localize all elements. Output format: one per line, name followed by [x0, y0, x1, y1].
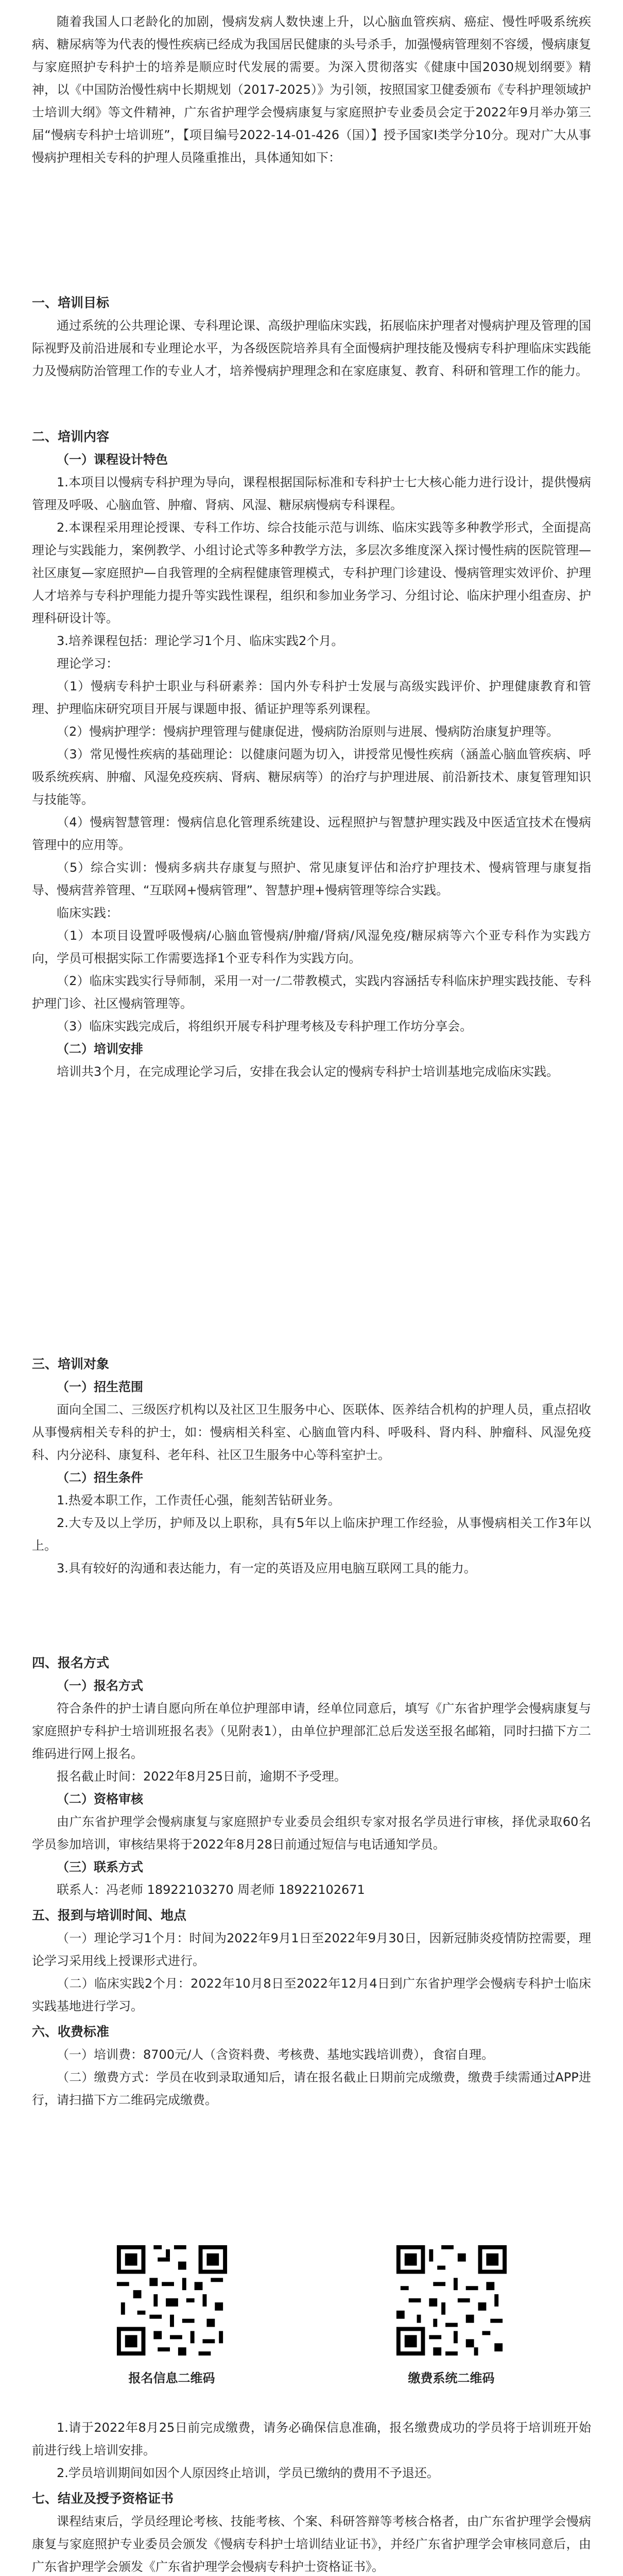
intro-section	[0, 10, 623, 169]
paragraph: （3）临床实践完成后，将组织开展专科护理考核及专科护理工作坊分享会。	[57, 1019, 473, 1033]
subsection-heading: （一）课程设计特色	[57, 452, 168, 467]
section-heading: 四、报名方式	[32, 1655, 110, 1670]
subsection-heading: （一）报名方式	[57, 1679, 143, 1693]
payment-qr-code[interactable]	[392, 2241, 511, 2360]
qr-caption: 缴费系统二维码	[408, 2371, 495, 2385]
paragraph: （1）慢病专科护士职业与科研素养：国内外专科护士发展与高级实践评价、护理健康教育和管理、护理临床研究项目开展与课题申报、循证护理等系列课程。	[32, 679, 591, 716]
section-heading: 二、培训内容	[32, 429, 110, 444]
paragraph: 2.本课程采用理论授课、专科工作坊、综合技能示范与训练、临床实践等多种教学形式，全面提高理论与实践能力，案例教学、小组讨论式等多种教学方法，多层次多维度深入探讨慢性病的医院管理—社区康复—家庭照护—自我管理的全病程健康管理模式，专科护理门诊建设、慢病管理实效评价、护理人才培养与专科护理能力提升等实践性课程，组织和参加业务学习、分组讨论、临床护理小组查房、护理科研设计等。	[32, 520, 591, 625]
paragraph: 1.本项目以慢病专科护理为导向，课程根据国际标准和专科护士七大核心能力进行设计，提供慢病管理及呼吸、心脑血管、肿瘤、肾病、风湿、糖尿病慢病专科课程。	[32, 475, 591, 512]
paragraph: 符合条件的护士请自愿向所在单位护理部申请，经单位同意后，填写《广东省护理学会慢病康复与家庭照护专科护士培训班报名表》（见附表1），由单位护理部汇总后发送至报名邮箱，同时扫描下方二维码进行网上报名。	[32, 1701, 591, 1761]
section-training-content	[0, 422, 623, 1083]
paragraph: 3.培养课程包括：理论学习1个月、临床实践2个月。	[57, 634, 344, 648]
paragraph: （5）综合实训：慢病多病共存康复与照护、常见康复评估和治疗护理技术、慢病管理与康复指导、慢病营养管理、“互联网+慢病管理”、智慧护理+慢病管理等综合实践。	[32, 860, 591, 897]
paragraph: 临床实践：	[57, 906, 118, 920]
section-registration	[0, 1649, 623, 2111]
paragraph: 面向全国二、三级医疗机构以及社区卫生服务中心、医联体、医养结合机构的护理人员，重点招收从事慢病相关专科的护士，如：慢病相关科室、心脑血管内科、呼吸科、肾内科、肿瘤科、风湿免疫科、内分泌科、康复科、老年科、社区卫生服务中心等科室护士。	[32, 1402, 591, 1462]
paragraph: （二）临床实践2个月：2022年10月8日至2022年12月4日到广东省护理学会慢病专科护士临床实践基地进行学习。	[32, 1976, 591, 2013]
subsection-heading: （二）招生条件	[57, 1470, 143, 1485]
qr-section	[0, 2231, 623, 2386]
paragraph: （一）理论学习1个月：时间为2022年9月1日至2022年9月30日，因新冠肺炎疫情防控需要，理论学习采用线上授课形式进行。	[32, 1931, 591, 1968]
paragraph: 1.请于2022年8月25日前完成缴费，请务必确保信息准确，报名缴费成功的学员将于培训班开始前进行线上培训安排。	[32, 2420, 591, 2458]
paragraph: 理论学习：	[57, 656, 118, 671]
contact-info: 联系人：冯老师 18922103270 周老师 18922102671	[57, 1883, 365, 1897]
paragraph: （二）缴费方式：学员在收到录取通知后，请在报名截止日期前完成缴费，缴费手续需通过APP进行，请扫描下方二维码完成缴费。	[32, 2070, 591, 2107]
section-heading: 五、报到与培训时间、地点	[32, 1908, 187, 1923]
section-certificates	[0, 2416, 623, 2576]
qr-caption: 报名信息二维码	[128, 2371, 215, 2385]
paragraph: （一）培训费：8700元/人（含资料费、考核费、基地实践培训费），食宿自理。	[57, 2047, 494, 2062]
payment-qr-block	[392, 2241, 511, 2386]
subsection-heading: （二）培训安排	[57, 1042, 143, 1056]
paragraph: 课程结束后，学员经理论考核、技能考核、个案、科研答辩等考核合格者，由广东省护理学会慢病康复与家庭照护专业委员会颁发《慢病专科护士培训结业证书》，并经广东省护理学会审核同意后，由广东省护理学会颁发《广东省护理学会慢病专科护士资格证书》。	[32, 2514, 591, 2574]
paragraph: 由广东省护理学会慢病康复与家庭照护专业委员会组织专家对报名学员进行审核，择优录取60名学员参加培训，审核结果将于2022年8月28日前通过短信与电话通知学员。	[32, 1815, 591, 1852]
registration-qr-block	[113, 2241, 231, 2386]
paragraph: 培训共3个月，在完成理论学习后，安排在我会认定的慢病专科护士培训基地完成临床实践。	[57, 1064, 559, 1079]
subsection-heading: （一）招生范围	[57, 1380, 143, 1394]
paragraph: 2.大专及以上学历，护师及以上职称，具有5年以上临床护理工作经验，从事慢病相关工作3年以上。	[32, 1516, 591, 1553]
intro-paragraph: 随着我国人口老龄化的加剧，慢病发病人数快速上升，以心脑血管疾病、癌症、慢性呼吸系统疾病、糖尿病等为代表的慢性疾病已经成为我国居民健康的头号杀手，加强慢病管理刻不容缓，慢病康复与家庭照护专科护士的培养是顺应时代发展的需要。为深入贯彻落实《健康中国2030规划纲要》精神，以《中国防治慢性病中长期规划（2017-2025）》为引领，按照国家卫健委颁布《专科护理领域护士培训大纲》等文件精神，广东省护理学会慢病康复与家庭照护专业委员会定于2022年9月举办第三届“慢病专科护士培训班”，【项目编号2022-14-01-426（国）】授予国家I类学分10分。现对广大从事慢病护理相关专科的护理人员隆重推出，具体通知如下：	[32, 14, 591, 165]
paragraph: （1）本项目设置呼吸慢病/心脑血管慢病/肿瘤/肾病/风湿免疫/糖尿病等六个亚专科作为实践方向，学员可根据实际工作需要选择1个亚专科作为实践方向。	[32, 928, 591, 965]
section-training-goals	[0, 289, 623, 382]
paragraph: （2）慢病护理学：慢病护理管理与健康促进，慢病防治原则与进展、慢病防治康复护理等。	[57, 724, 559, 739]
subsection-heading: （二）资格审核	[57, 1792, 143, 1806]
section-heading: 三、培训对象	[32, 1357, 110, 1371]
section-trainees	[0, 1350, 623, 1580]
paragraph: 1.热爱本职工作，工作责任心强，能刻苦钻研业务。	[57, 1493, 340, 1507]
paragraph: （3）常见慢性疾病的基础理论：以健康问题为切入，讲授常见慢性疾病（涵盖心脑血管疾病、呼吸系统疾病、肿瘤、风湿免疫疾病、肾病、糖尿病等）的治疗与护理进展、前沿新技术、康复管理知识与技能等。	[32, 747, 591, 807]
paragraph: （2）临床实践实行导师制，采用一对一/二带教模式，实践内容涵括专科临床护理实践技能、专科护理门诊、社区慢病管理等。	[32, 974, 591, 1011]
section-heading: 一、培训目标	[32, 295, 110, 310]
section-heading: 六、收费标准	[32, 2024, 110, 2039]
paragraph: （4）慢病智慧管理：慢病信息化管理系统建设、远程照护与智慧护理实践及中医适宜技术在慢病管理中的应用等。	[32, 815, 591, 852]
section-heading: 七、结业及授予资格证书	[32, 2491, 174, 2506]
subsection-heading: （三）联系方式	[57, 1860, 143, 1874]
registration-qr-code[interactable]	[113, 2241, 231, 2360]
paragraph: 报名截止时间：2022年8月25日前，逾期不予受理。	[57, 1769, 347, 1784]
paragraph: 通过系统的公共理论课、专科理论课、高级护理临床实践，拓展临床护理者对慢病护理及管理的国际视野及前沿进展和专业理论水平，为各级医院培养具有全面慢病护理技能及慢病专科护理临床实践能力及慢病防治管理工作的专业人才，培养慢病护理理念和在家庭康复、教育、科研和管理工作的能力。	[32, 318, 591, 378]
paragraph: 2.学员培训期间如因个人原因终止培训，学员已缴纳的费用不予退还。	[57, 2466, 439, 2480]
paragraph: 3.具有较好的沟通和表达能力，有一定的英语及应用电脑互联网工具的能力。	[57, 1561, 476, 1575]
